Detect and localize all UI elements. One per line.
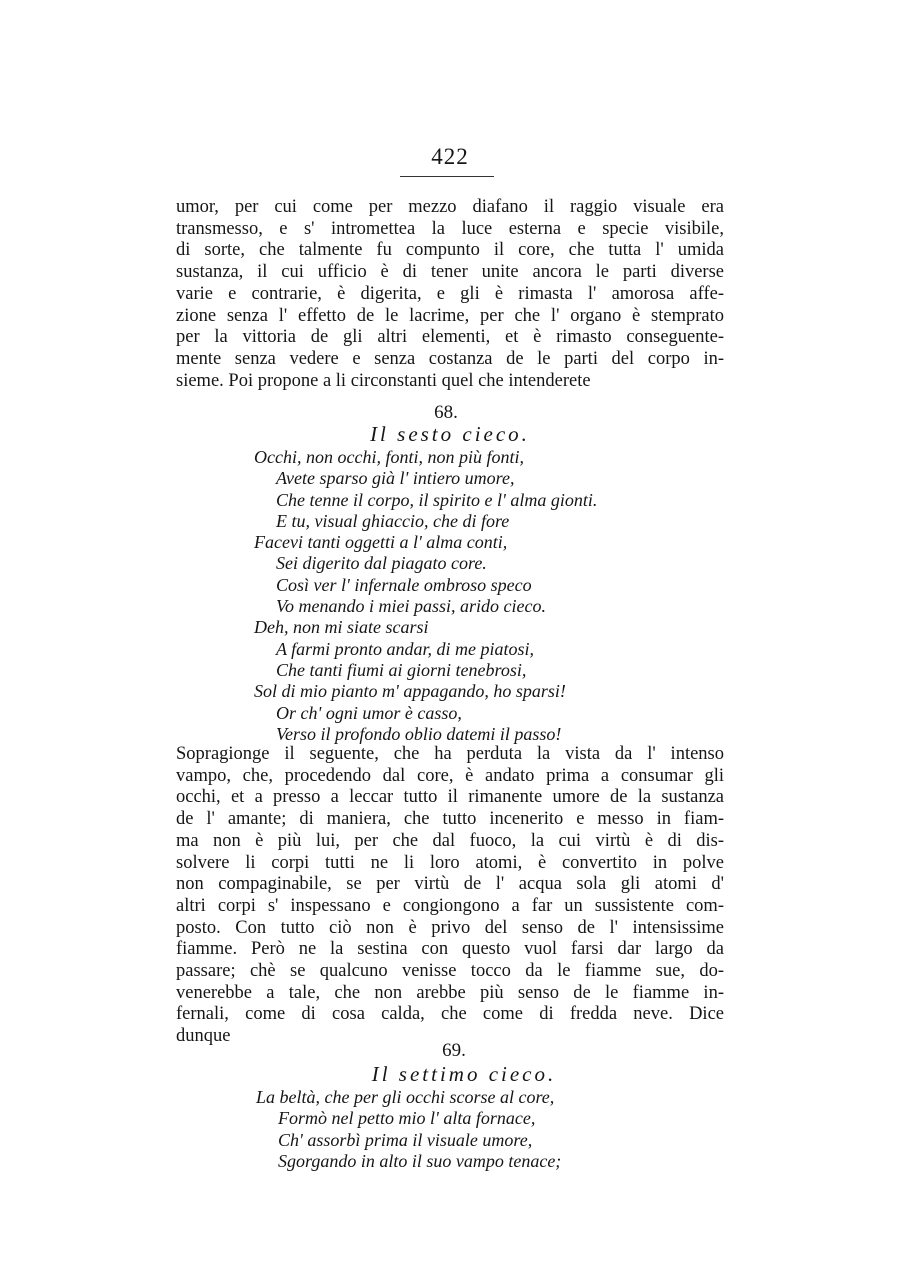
text-line: fernali, come di cosa calda, che come di fredda neve. Dice xyxy=(176,1004,724,1025)
verse-line: Sei digerito dal piagato core. xyxy=(276,553,487,574)
header-rule xyxy=(400,176,494,177)
verse-line: Che tenne il corpo, il spirito e l' alma gionti. xyxy=(276,489,598,510)
verse-line: Che tanti fiumi ai giorni tenebrosi, xyxy=(276,659,527,680)
poem-68 xyxy=(254,447,597,745)
text-line: umor, per cui come per mezzo diafano il raggio visuale era xyxy=(176,197,724,217)
paragraph-1 xyxy=(176,197,724,392)
text-line: occhi, et a presso a leccar tutto il rimanente umore de la sustanza xyxy=(176,787,724,808)
text-line: varie e contrarie, è digerita, e gli è rimasta l' amorosa affe- xyxy=(176,283,724,304)
verse-line: Occhi, non occhi, fonti, non più fonti, xyxy=(254,447,524,467)
text-line: zione senza l' effetto de le lacrime, per che l' organo è stemprato xyxy=(176,305,724,326)
verse-line: Così ver l' infernale ombroso speco xyxy=(276,574,532,595)
text-line: altri corpi s' inspessano e congiongono a far un sussistente com- xyxy=(176,895,724,916)
text-line: fiamme. Però ne la sestina con questo vuol farsi dar largo da xyxy=(176,939,724,960)
text-line: di sorte, che talmente fu compunto il core, che tutta l' umida xyxy=(176,240,724,261)
text-line: non compaginabile, se per virtù de l' acqua sola gli atomi d' xyxy=(176,874,724,895)
text-line: vampo, che, procedendo dal core, è andato prima a consumar gli xyxy=(176,765,724,786)
paragraph-2 xyxy=(176,744,724,1048)
section-number-68: 68. xyxy=(434,402,458,423)
text-line: passare; chè se qualcuno venisse tocco da le fiamme sue, do- xyxy=(176,961,724,982)
verse-line: Sol di mio pianto m' appagando, ho sparsi! xyxy=(254,681,566,702)
section-number-69: 69. xyxy=(442,1040,466,1061)
text-line: de l' amante; di maniera, che tutto incenerito e messo in fiam- xyxy=(176,809,724,830)
verse-line: Sgorgando in alto il suo vampo tenace; xyxy=(278,1150,562,1171)
text-line: Sopragionge il seguente, che ha perduta la vista da l' intenso xyxy=(176,744,724,764)
text-line: mente senza vedere e senza costanza de le parti del corpo in- xyxy=(176,348,724,369)
verse-line: E tu, visual ghiaccio, che di fore xyxy=(276,510,510,531)
poem-69 xyxy=(256,1087,561,1172)
text-line: solvere li corpi tutti ne li loro atomi, è convertito in polve xyxy=(176,852,724,873)
text-line: sieme. Poi propone a li circonstanti quel che intenderete xyxy=(176,370,591,391)
verse-line: Ch' assorbì prima il visuale umore, xyxy=(278,1129,533,1150)
verse-line: Formò nel petto mio l' alta fornace, xyxy=(278,1108,536,1129)
text-line: sustanza, il cui ufficio è di tener unite ancora le parti diverse xyxy=(176,262,724,283)
section-title-69: Il settimo cieco. xyxy=(371,1062,557,1086)
verse-line: A farmi pronto andar, di me piatosi, xyxy=(276,638,535,659)
text-line: per la vittoria de gli altri elementi, et è rimasto conseguente- xyxy=(176,327,724,348)
page-number: 422 xyxy=(431,144,469,169)
text-line: dunque xyxy=(176,1026,231,1047)
text-line: transmesso, e s' intromettea la luce esterna e specie visibile, xyxy=(176,218,724,239)
verse-line: Or ch' ogni umor è casso, xyxy=(276,702,462,723)
verse-line: Facevi tanti oggetti a l' alma conti, xyxy=(254,532,508,553)
section-title-68: Il sesto cieco. xyxy=(370,422,530,446)
verse-line: Deh, non mi siate scarsi xyxy=(254,617,429,638)
text-line: ma non è più lui, per che dal fuoco, la cui virtù è di dis- xyxy=(176,830,724,851)
verse-line: Avete sparso già l' intiero umore, xyxy=(276,468,515,489)
verse-line: La beltà, che per gli occhi scorse al core, xyxy=(256,1087,555,1107)
verse-line: Vo menando i miei passi, arido cieco. xyxy=(276,596,546,617)
text-line: venerebbe a tale, che non arebbe più senso de le fiamme in- xyxy=(176,982,724,1003)
verse-line: Verso il profondo oblio datemi il passo! xyxy=(276,723,562,744)
text-line: posto. Con tutto ciò non è privo del senso de l' intensissime xyxy=(176,917,724,938)
